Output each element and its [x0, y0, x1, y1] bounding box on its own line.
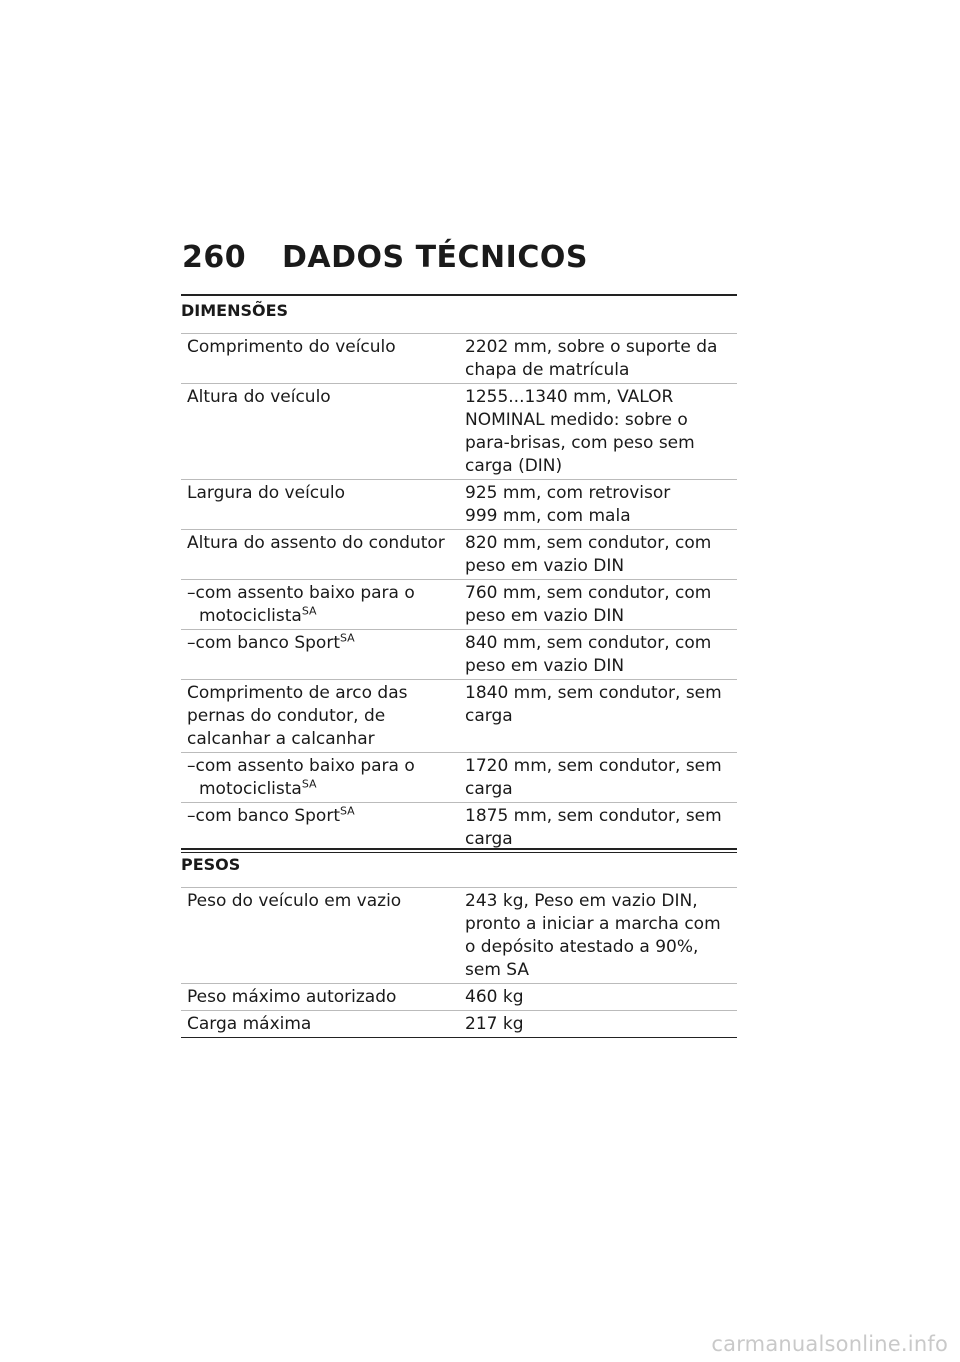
dimensions-section — [181, 294, 737, 853]
spec-label — [181, 888, 459, 984]
optional-equipment-marker: SA — [301, 777, 317, 791]
spec-value: 760 mm, sem condutor, com peso em vazio DIN — [465, 583, 712, 626]
spec-label — [181, 630, 459, 680]
spec-label-text: Peso do veículo em vazio — [187, 891, 402, 911]
spec-label — [181, 580, 459, 630]
spec-value: 840 mm, sem condutor, com peso em vazio DIN — [465, 633, 712, 676]
spec-label-text: Peso máximo autorizado — [187, 987, 397, 1007]
table-row — [181, 1011, 737, 1038]
spec-label-text: Altura do assento do condutor — [187, 533, 445, 553]
spec-value: 2202 mm, sobre o suporte da chapa de matrícula — [465, 337, 718, 380]
page-header — [182, 240, 588, 275]
spec-label-text: –com assento baixo para o motociclista$^{SA}$ — [187, 583, 415, 626]
spec-value: 243 kg, Peso em vazio DIN, pronto a iniciar a marcha com o depósito atestado a 90%, sem SA — [465, 891, 721, 980]
spec-value: 217 kg — [465, 1014, 524, 1034]
weights-title: PESOS — [181, 848, 737, 879]
spec-value: 820 mm, sem condutor, com peso em vazio DIN — [465, 533, 712, 576]
weights-table — [181, 887, 737, 1038]
chapter-title: DADOS TÉCNICOS — [282, 240, 588, 275]
spec-label-text: Altura do veículo — [187, 387, 331, 407]
spec-value: 460 kg — [465, 987, 524, 1007]
dimensions-title: DIMENSÕES — [181, 294, 737, 325]
spec-label — [181, 334, 459, 384]
spec-label-text: Carga máxima — [187, 1014, 312, 1034]
spec-label — [181, 984, 459, 1011]
table-row — [181, 580, 737, 630]
spec-value: 1840 mm, sem condutor, sem carga — [465, 683, 722, 726]
table-row — [181, 888, 737, 984]
spec-value: 1255...1340 mm, VALOR NOMINAL medido: sobre o para-brisas, com peso sem carga (DIN) — [465, 387, 695, 476]
page-number: 260 — [182, 240, 247, 275]
spec-label-text: –com banco Sport$^{SA}$ — [187, 804, 355, 826]
table-row — [181, 753, 737, 803]
spec-label-text: –com banco Sport$^{SA}$ — [187, 631, 355, 653]
table-row — [181, 803, 737, 853]
spec-label — [181, 480, 459, 530]
table-row — [181, 384, 737, 480]
weights-section — [181, 848, 737, 1038]
table-row — [181, 334, 737, 384]
optional-equipment-marker: SA — [339, 631, 355, 645]
spec-label — [181, 530, 459, 580]
spec-label-text: Comprimento de arco das pernas do condutor, de calcanhar a calcanhar — [187, 683, 408, 749]
optional-equipment-marker: SA — [339, 804, 355, 818]
table-row — [181, 530, 737, 580]
spec-label — [181, 1011, 459, 1038]
table-row — [181, 630, 737, 680]
spec-label-text: –com assento baixo para o motociclista$^{SA}$ — [187, 756, 415, 799]
spec-label-text: Largura do veículo — [187, 483, 346, 503]
spec-label — [181, 680, 459, 753]
spec-label-text: Comprimento do veículo — [187, 337, 396, 357]
table-row — [181, 480, 737, 530]
dimensions-table — [181, 333, 737, 853]
spec-value: 1720 mm, sem condutor, sem carga — [465, 756, 722, 799]
spec-label — [181, 384, 459, 480]
watermark: carmanualsonline.info — [711, 1332, 948, 1356]
spec-value: 925 mm, com retrovisor 999 mm, com mala — [465, 483, 671, 526]
spec-value: 1875 mm, sem condutor, sem carga — [465, 806, 722, 849]
spec-label — [181, 753, 459, 803]
spec-label — [181, 803, 459, 853]
optional-equipment-marker: SA — [301, 604, 317, 618]
table-row — [181, 680, 737, 753]
table-row — [181, 984, 737, 1011]
